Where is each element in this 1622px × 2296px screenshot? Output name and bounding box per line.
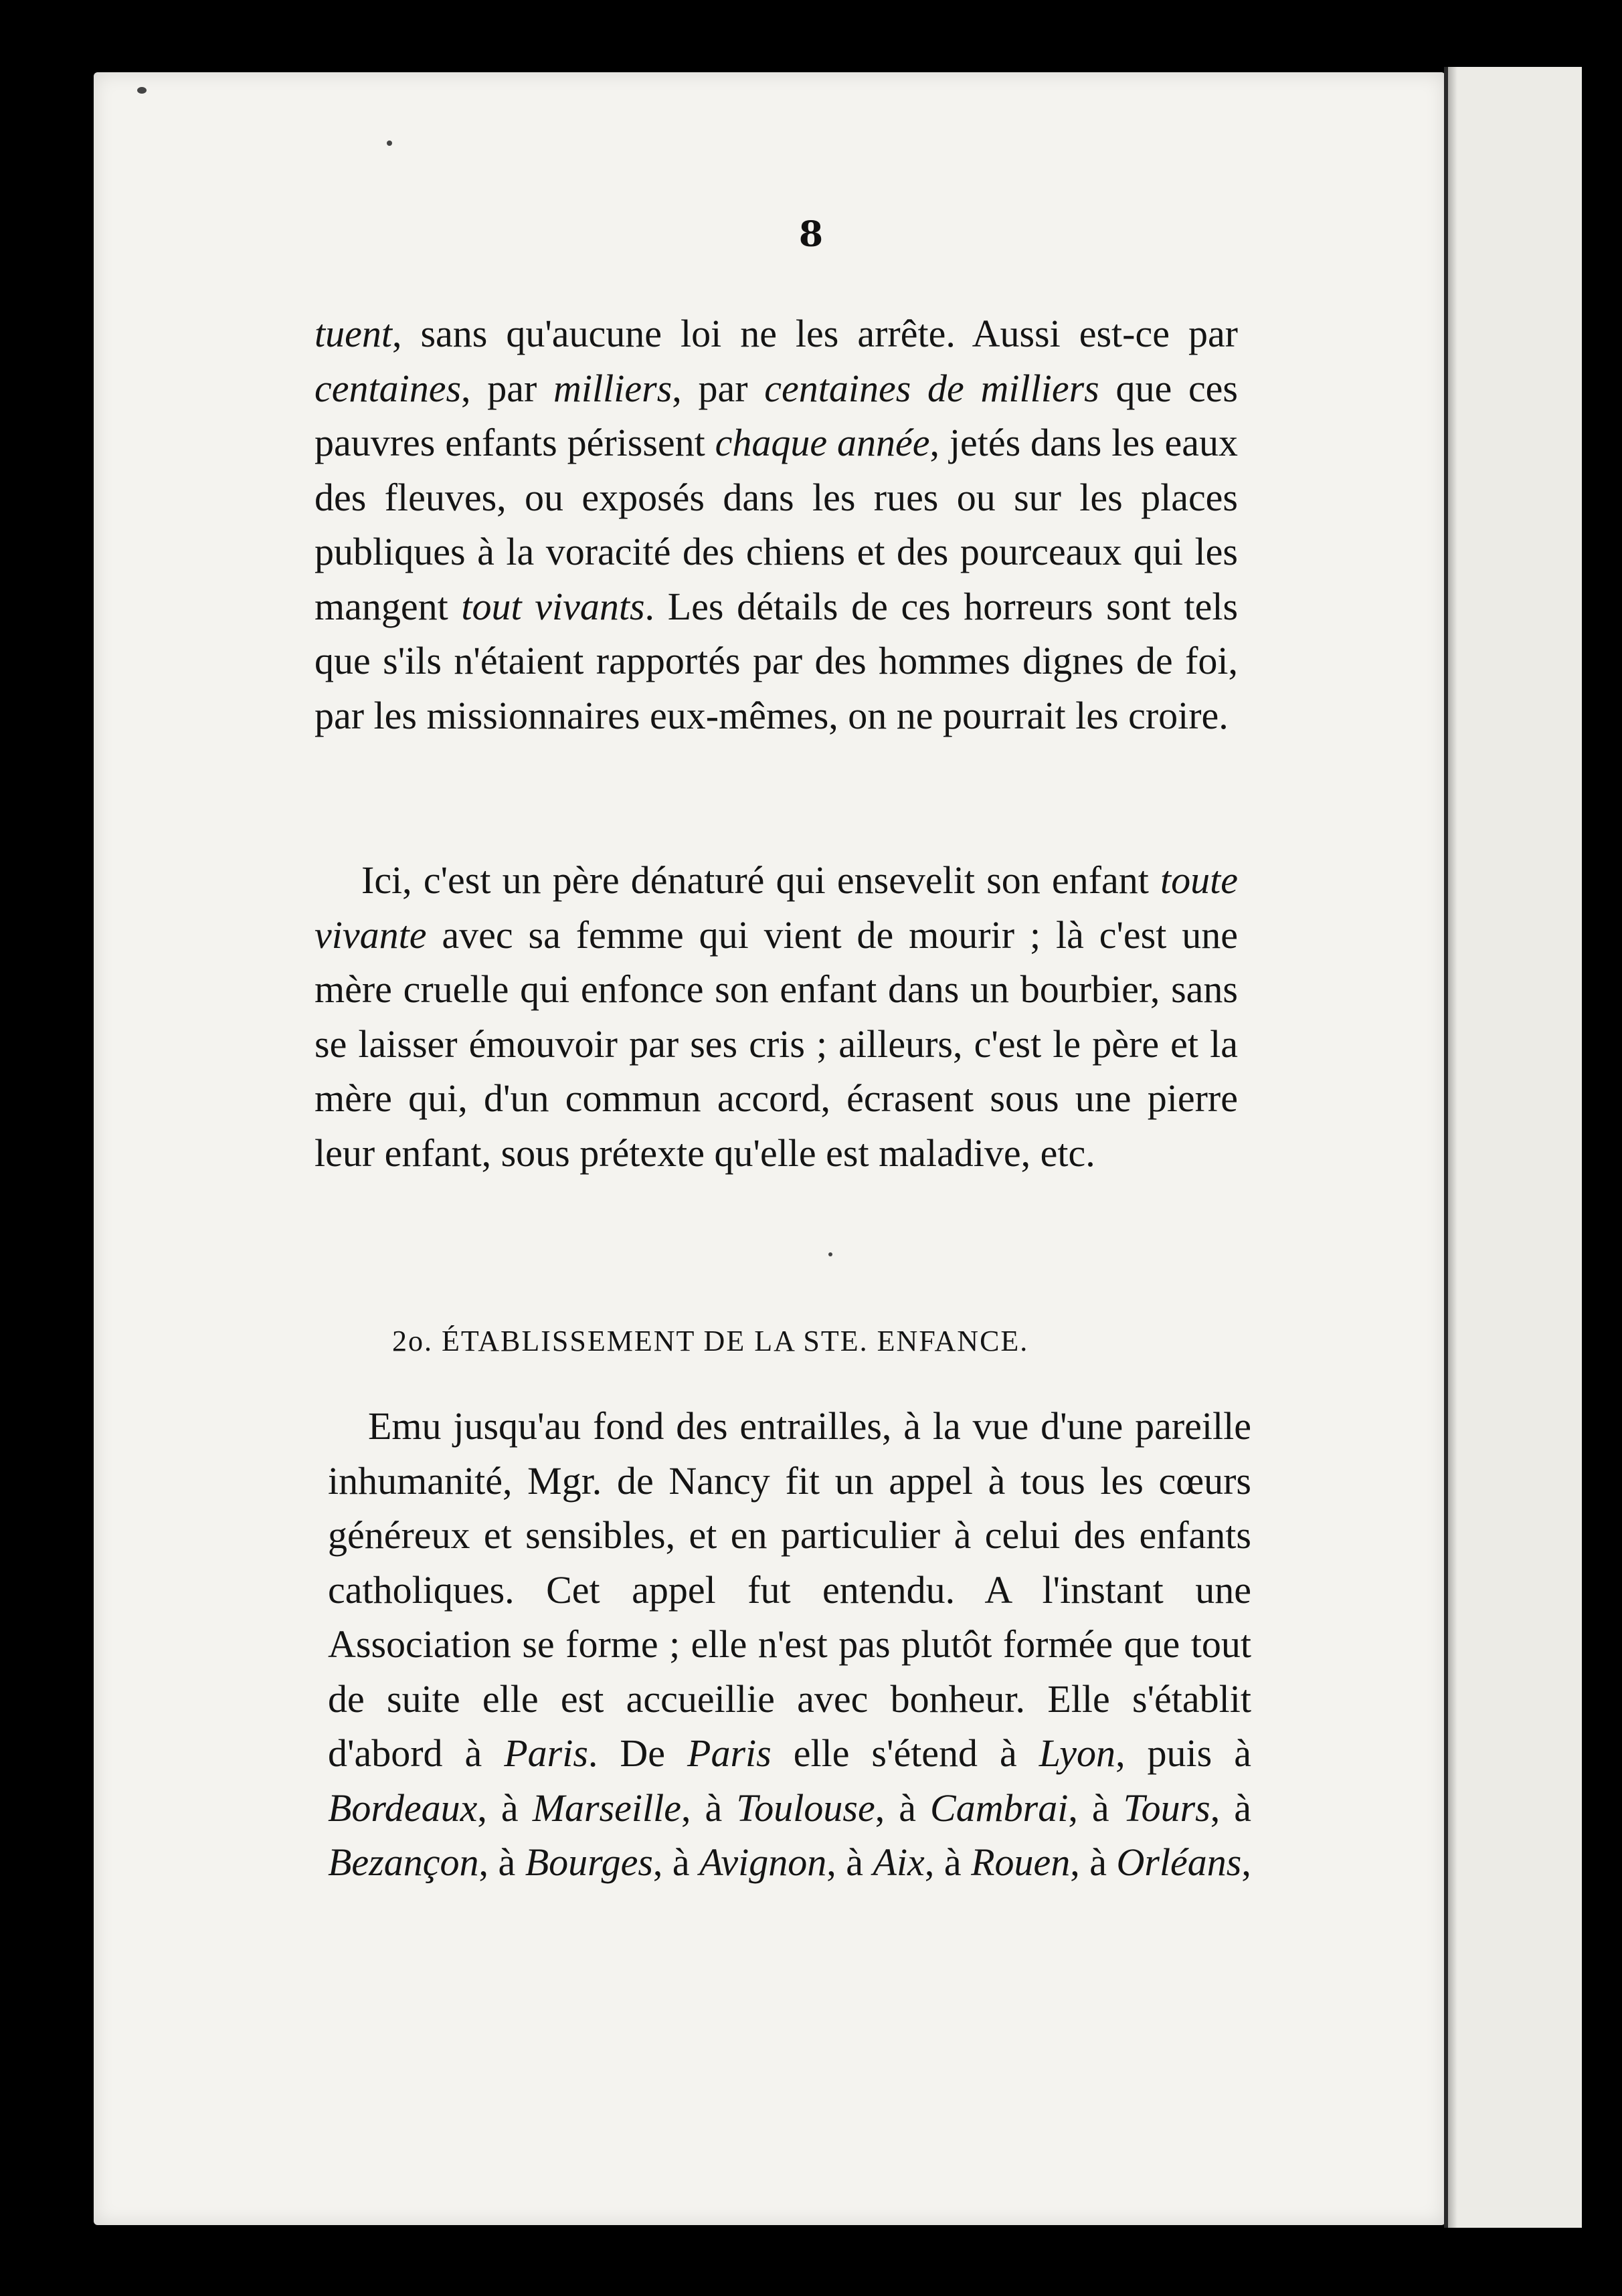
scan-speck	[828, 1252, 832, 1256]
italic-run: tuent	[314, 312, 392, 355]
text-run: , jetés dans les eaux des fleuves, ou exposés dans les rues ou sur les places publiques à la voracité des chiens et des pourceaux qui les mangent	[314, 421, 1238, 628]
body-text-3	[328, 1399, 1251, 1890]
text-run: , à	[875, 1786, 931, 1830]
text-run: avec sa femme qui vient de mourir ; là c'est une mère cruelle qui enfonce son enfant dans un bourbier, sans se laisser émouvoir par ses cris ; ailleurs, c'est le père et la mère qui, d'un commun accord, écrasent sous une pierre leur enfant, sous prétexte qu'elle est maladive, etc.	[314, 913, 1238, 1175]
text-run: Ici, c'est un père dénaturé qui ensevelit son enfant	[361, 858, 1161, 902]
text-run: , puis à	[1115, 1731, 1251, 1775]
text-run: , à	[652, 1840, 700, 1884]
paragraph-3	[328, 1399, 1251, 1890]
text-run: , à	[477, 1786, 533, 1830]
text-run: elle s'étend à	[771, 1731, 1039, 1775]
italic-run: centaines	[314, 366, 462, 410]
text-run: , à	[478, 1840, 525, 1884]
italic-run: Aix	[873, 1840, 925, 1884]
text-run: Emu jusqu'au fond des entrailles, à la vue d'une pareille inhumanité, Mgr. de Nancy fit un appel à tous les cœurs généreux et sensibles, et en particulier à celui des enfants catholiques. Cet appel fut entendu. A l'instant une Association se forme ; elle n'est pas plutôt formée que tout de suite elle est accueillie avec bonheur. Elle s'établit d'abord à	[328, 1404, 1251, 1775]
italic-run: centaines de milliers	[764, 366, 1099, 410]
scan-speck	[387, 140, 392, 146]
italic-run: Avignon	[699, 1840, 827, 1884]
italic-run: Cambrai	[930, 1786, 1069, 1830]
text-run: que ces pauvres enfants périssent	[314, 366, 1238, 464]
text-run: , à	[1070, 1840, 1117, 1884]
italic-run: Paris	[687, 1731, 772, 1775]
text-run: , à	[924, 1840, 972, 1884]
italic-run: tout vivants	[461, 584, 645, 628]
italic-run: toute vivante	[314, 858, 1238, 957]
text-run: . De	[588, 1731, 688, 1775]
text-run: , par	[672, 366, 765, 410]
text-run: , à	[1210, 1786, 1252, 1830]
italic-run: chaque année	[715, 421, 930, 464]
facing-page-edge	[1444, 67, 1582, 2228]
italic-run: Marseille	[532, 1786, 681, 1830]
italic-run: Bordeaux	[328, 1786, 478, 1830]
paragraph-2	[314, 853, 1238, 1180]
italic-run: Rouen	[971, 1840, 1071, 1884]
page-number: 8	[798, 214, 824, 255]
text-run: . Les détails de ces horreurs sont tels que s'ils n'étaient rapportés par des hommes dignes de foi, par les missionnaires eux-mêmes, on ne pourrait les croire.	[314, 584, 1239, 737]
text-run: , sans qu'aucune loi ne les arrête. Aussi est-ce par	[391, 312, 1238, 355]
italic-run: Bourges	[525, 1840, 653, 1884]
italic-run: Paris	[504, 1731, 588, 1775]
text-run: ,	[1241, 1840, 1251, 1884]
paragraph-1	[314, 306, 1238, 743]
italic-run: Bezançon	[328, 1840, 479, 1884]
section-heading: 2o. ÉTABLISSEMENT DE LA STE. ENFANCE.	[392, 1325, 1029, 1357]
body-text-2	[314, 853, 1238, 1180]
text-run: , à	[681, 1786, 737, 1830]
italic-run: Toulouse	[736, 1786, 875, 1830]
italic-run: Lyon	[1039, 1731, 1116, 1775]
italic-run: Tours	[1123, 1786, 1210, 1830]
scan-speck	[137, 87, 147, 94]
text-run: , à	[1068, 1786, 1123, 1830]
italic-run: milliers	[553, 366, 672, 410]
italic-run: Orléans	[1116, 1840, 1242, 1884]
text-run: , par	[461, 366, 554, 410]
body-text-1	[314, 306, 1238, 743]
text-run: , à	[826, 1840, 873, 1884]
